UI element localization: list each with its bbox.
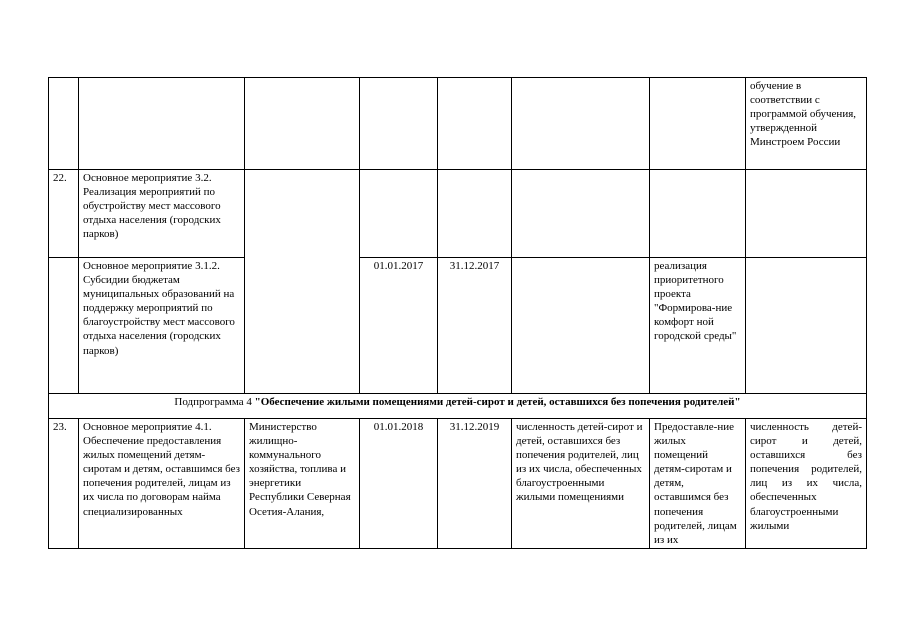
cell-num — [49, 258, 79, 394]
start-date: 01.01.2017 — [360, 258, 438, 394]
table-row-22-sub — [49, 258, 867, 394]
row-number: 23. — [49, 419, 79, 549]
table-row-continuation — [49, 78, 867, 170]
cell-indicator — [746, 170, 867, 258]
start-date: 01.01.2018 — [360, 419, 438, 549]
cell-result — [512, 258, 650, 394]
cell-goal — [650, 78, 746, 170]
cell-goal — [650, 170, 746, 258]
measure-name: Основное мероприятие 4.1. Обеспечение предоставления жилых помещений детям-сиротам и детям, оставшимся без попечения родителей, лицам из их числа по договорам найма специализированных — [79, 419, 245, 549]
subprogram-title — [49, 394, 867, 419]
measure-name: Основное мероприятие 3.2. Реализация мероприятий по обустройству мест массового отдыха населения (городских парков) — [79, 170, 245, 258]
executor: Министерство жилищно-коммунального хозяйства, топлива и энергетики Республики Северная Осетия-Алания, — [245, 419, 360, 549]
subprogram-prefix: Подпрограмма 4 — [174, 396, 255, 408]
end-date: 31.12.2019 — [438, 419, 512, 549]
cell-start — [360, 78, 438, 170]
result-description: численность детей-сирот и детей, оставшихся без попечения родителей, лиц из их числа, обеспеченных благоустроенными жилыми помещениями — [512, 419, 650, 549]
subprogram-header-row — [49, 394, 867, 419]
cell-executor — [245, 78, 360, 170]
goal-description: Предоставле-ние жилых помещений детям-сиротам и детям, оставшимся без попечения родителей, лицам из их — [650, 419, 746, 549]
program-table — [48, 77, 867, 549]
cell-result — [512, 78, 650, 170]
row-number: 22. — [49, 170, 79, 258]
cell-name — [79, 78, 245, 170]
cell-executor — [245, 170, 360, 394]
cell-indicator: обучение в соответствии с программой обучения, утвержденной Минстроем России — [746, 78, 867, 170]
cell-end — [438, 78, 512, 170]
subprogram-name: "Обеспечение жилыми помещениями детей-сирот и детей, оставшихся без попечения родителей" — [254, 396, 741, 408]
measure-name: Основное мероприятие 3.1.2. Субсидии бюджетам муниципальных образований на поддержку мероприятий по благоустройству мест массового отдыха населения (городских парков) — [79, 258, 245, 394]
cell-result — [512, 170, 650, 258]
cell-indicator — [746, 258, 867, 394]
table-row-22 — [49, 170, 867, 258]
cell-end — [438, 170, 512, 258]
table-row-23 — [49, 419, 867, 549]
cell-start — [360, 170, 438, 258]
end-date: 31.12.2017 — [438, 258, 512, 394]
cell-num — [49, 78, 79, 170]
indicator-description: численность детей-сирот и детей, оставшихся без попечения родителей, лиц из их числа, обеспеченных благоустроенными жилыми — [746, 419, 867, 549]
project-description: реализация приоритетного проекта "Формирова-ние комфорт ной городской среды" — [650, 258, 746, 394]
